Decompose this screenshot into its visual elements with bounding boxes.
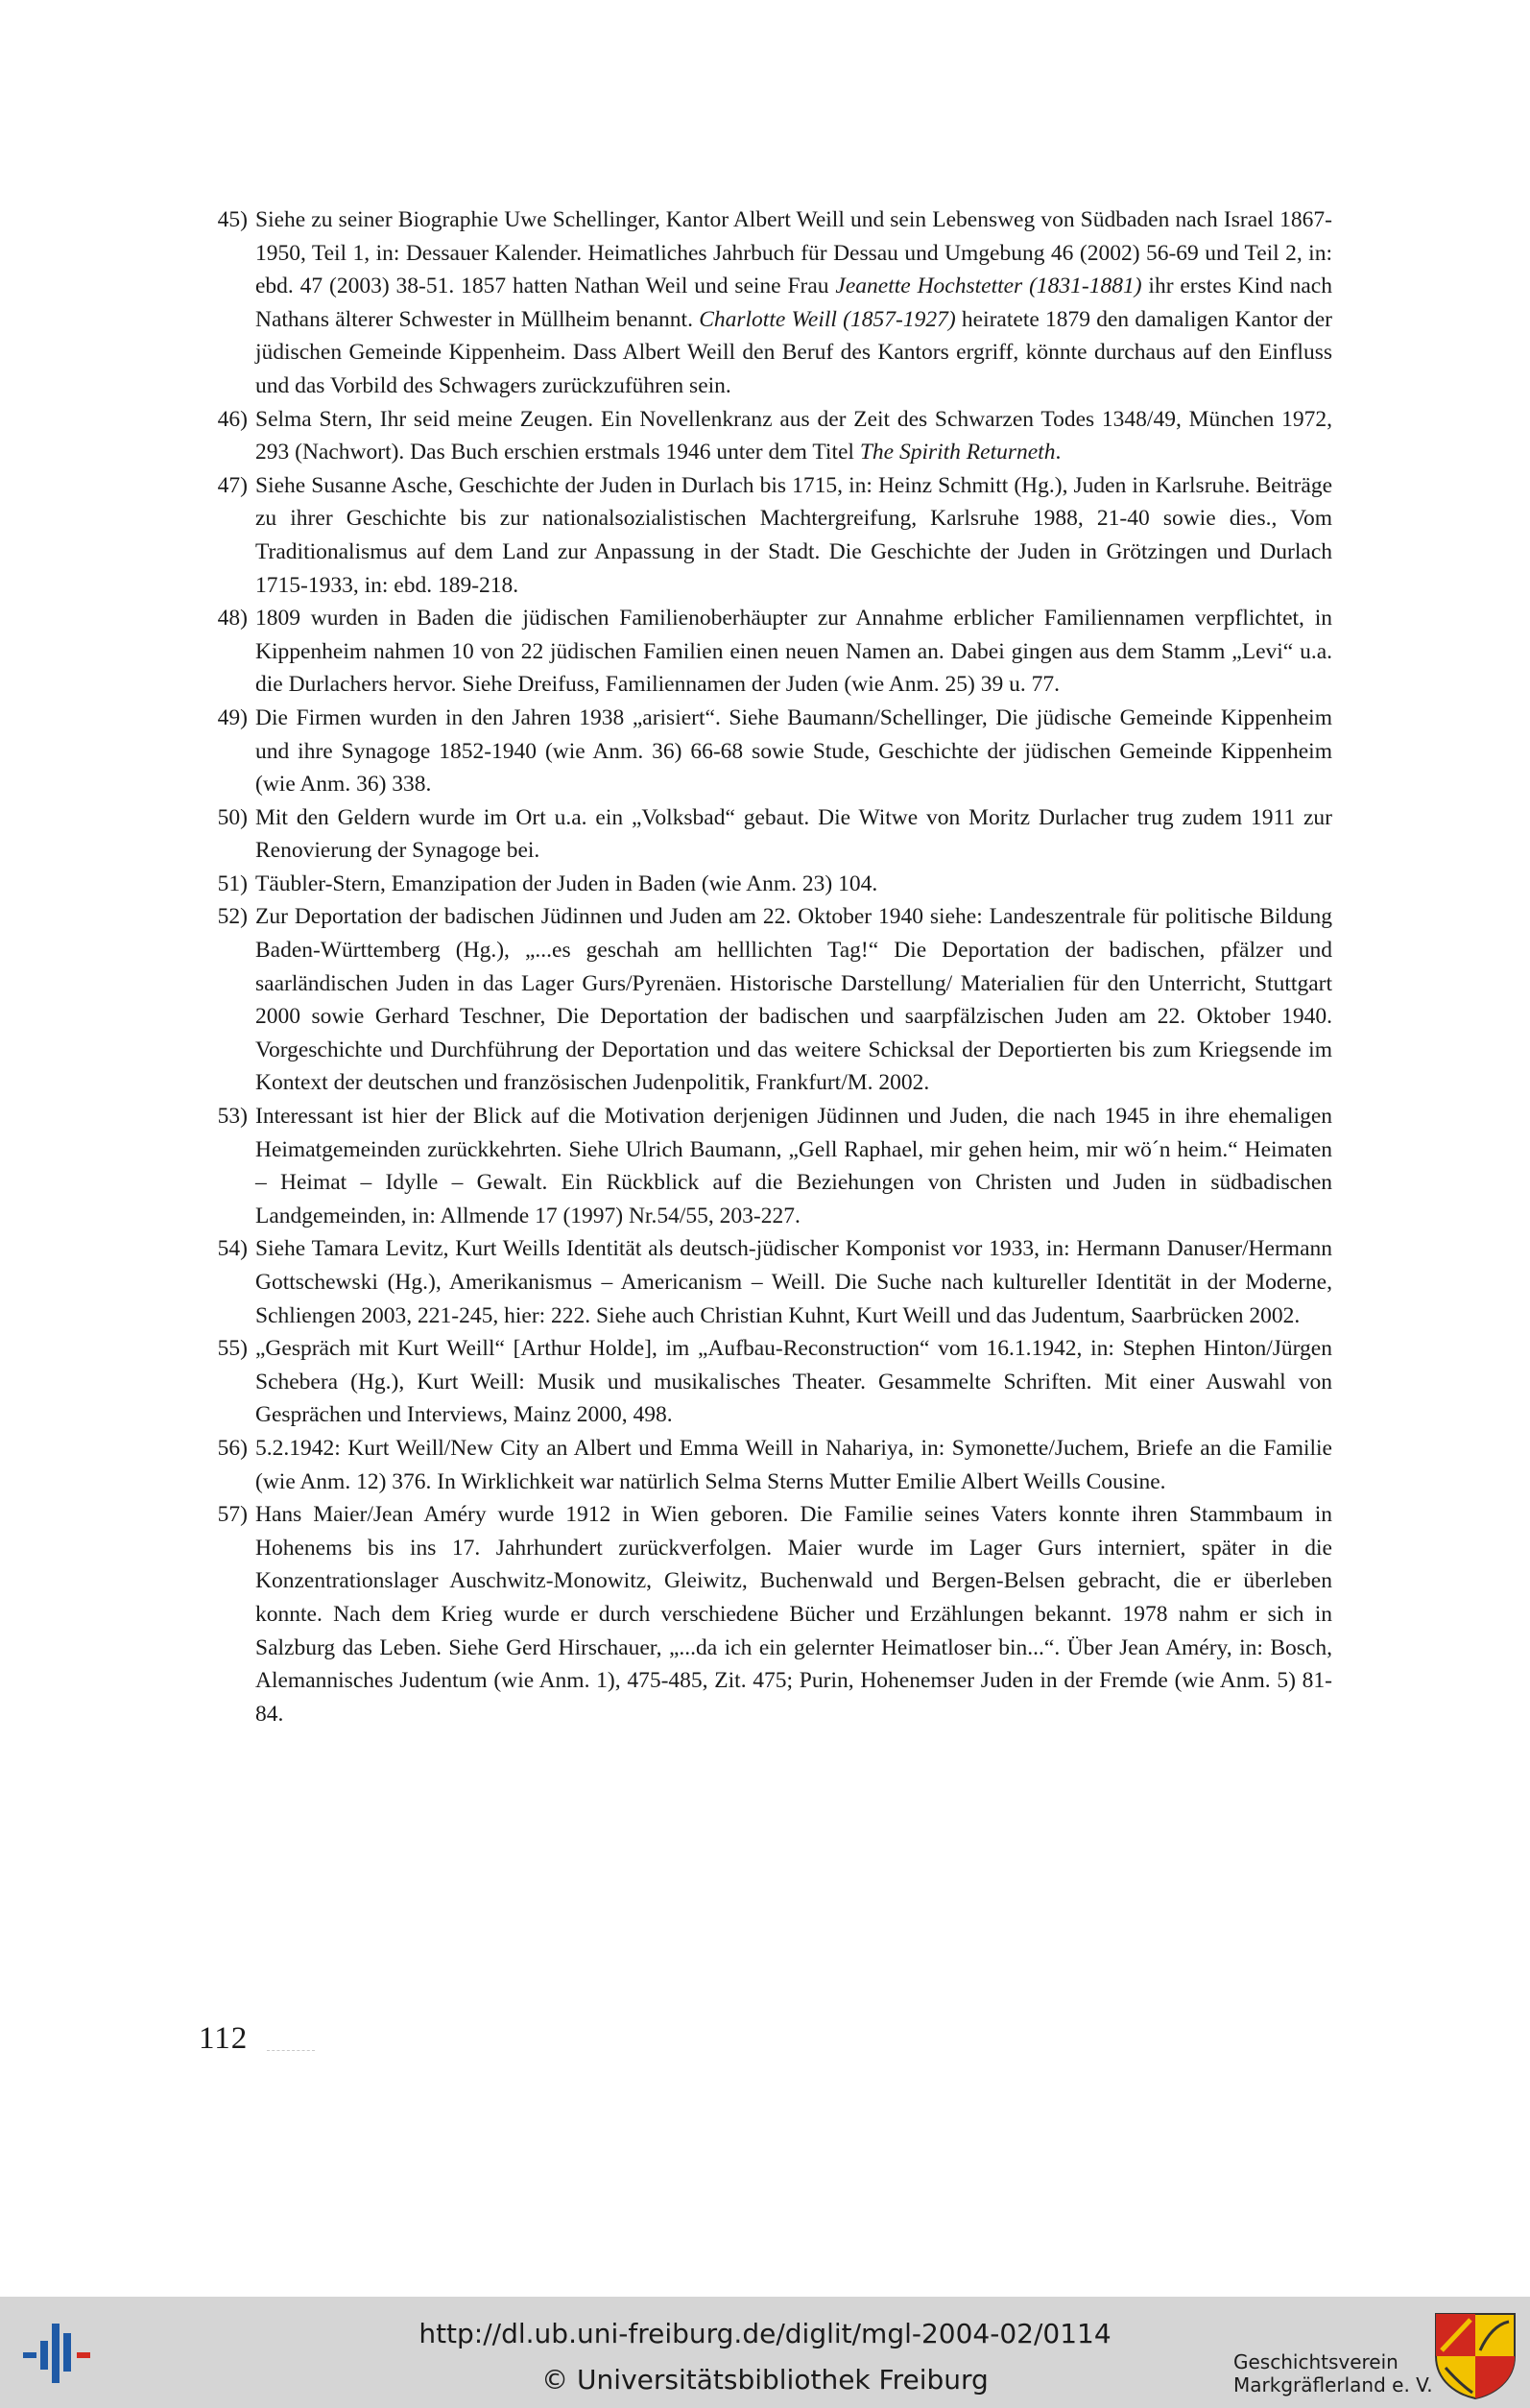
- footnote-text-segment: Selma Stern, Ihr seid meine Zeugen. Ein Novellenkranz aus der Zeit des Schwarzen Todes 1348/49, München 1972, 293 (Nachwort). Das Buch erschien erstmals 1946 unter dem Titel: [255, 406, 1332, 465]
- page-number: 112: [199, 2021, 249, 2056]
- society-name: [1233, 2350, 1433, 2396]
- footnote-text: [255, 868, 1332, 901]
- footnote-text: [255, 1232, 1332, 1332]
- footnote: [190, 403, 1332, 469]
- footnote-text-segment: Täubler-Stern, Emanzipation der Juden in Baden (wie Anm. 23) 104.: [255, 870, 878, 896]
- footnote-text: [255, 801, 1332, 868]
- footnote-number: 56): [217, 1435, 248, 1461]
- document-url-link[interactable]: http://dl.ub.uni-freiburg.de/diglit/mgl-2004-02/0114: [418, 2318, 1112, 2349]
- footnotes-list: [190, 203, 1332, 1730]
- footnote-italic-text: Jeanette Hochstetter (1831-1881): [835, 274, 1142, 299]
- footnote-text-segment: 1809 wurden in Baden die jüdischen Familienoberhäupter zur Annahme erblicher Familiennamen verpflichtet, in Kippenheim nahmen 10 von 22 jüdischen Familien einen neuen Namen an. Dabei gingen aus dem Stamm „Levi“ u.a. die Durlachers hervor. Siehe Dreifuss, Familiennamen der Juden (wie Anm. 25) 39 u. 77.: [255, 606, 1332, 698]
- footnote-text-segment: Zur Deportation der badischen Jüdinnen und Juden am 22. Oktober 1940 siehe: Landeszentrale für politische Bildung Baden-Württemberg (Hg.), „...es geschah am helllichten Tag!“ Die Deportation der badischen, pfälzer und saarländischen Juden in das Lager Gurs/Pyrenäen. Historische Darstellung/ Materialien für den Unterricht, Stuttgart 2000 sowie Gerhard Teschner, Die Deportation der badischen und saarpfälzischen Juden am 22. Oktober 1940. Vorgeschichte und Durchführung der Deportation und das weitere Schicksal der Deportierten bis zum Kriegsende im Kontext der deutschen und französischen Judenpolitik, Frankfurt/M. 2002.: [255, 904, 1332, 1096]
- footnote: [190, 203, 1332, 403]
- footnote-text-segment: „Gespräch mit Kurt Weill“ [Arthur Holde], im „Aufbau-Reconstruction“ vom 16.1.1942, in: Stephen Hinton/Jürgen Schebera (Hg.), Kurt Weill: Musik und musikalisches Theater. Gesammelte Schriften. Mit einer Auswahl von Gesprächen und Interviews, Mainz 2000, 498.: [255, 1336, 1332, 1428]
- coat-of-arms-icon: [1434, 2312, 1517, 2400]
- viewer-footer: [0, 2297, 1530, 2408]
- footnote-text-segment: Siehe Susanne Asche, Geschichte der Juden in Durlach bis 1715, in: Heinz Schmitt (Hg.), Juden in Karlsruhe. Beiträge zu ihrer Geschichte bis zur nationalsozialistischen Machtergreifung, Karlsruhe 1988, 21-40 sowie dies., Vom Traditionalismus auf dem Land zur Anpassung in der Stadt. Die Geschichte der Juden in Grötzingen und Durlach 1715-1933, in: ebd. 189-218.: [255, 472, 1332, 598]
- society-name-line1: Geschichtsverein: [1233, 2350, 1399, 2373]
- footnote-text-segment: Die Firmen wurden in den Jahren 1938 „arisiert“. Siehe Baumann/Schellinger, Die jüdische Gemeinde Kippenheim und ihre Synagoge 1852-1940 (wie Anm. 36) 66-68 sowie Stude, Geschichte der jüdischen Gemeinde Kippenheim (wie Anm. 36) 338.: [255, 704, 1332, 798]
- footnote-italic-text: Charlotte Weill (1857-1927): [699, 306, 956, 332]
- society-name-line2: Markgräflerland e. V.: [1233, 2373, 1433, 2396]
- footnote-number: 54): [217, 1236, 248, 1262]
- footnote-text: [255, 1432, 1332, 1498]
- footnote-text: [255, 203, 1332, 403]
- footnote: [190, 868, 1332, 901]
- footnote-number: 51): [217, 870, 248, 896]
- footnote: [190, 602, 1332, 702]
- footnote-text-segment: heiratete 1879 den damaligen Kantor der jüdischen Gemeinde Kippenheim. Dass Albert Weill den Beruf des Kantors ergriff, könnte durchaus auf den Einfluss und das Vorbild des Schwagers zurückzuführen sein.: [255, 306, 1332, 398]
- copyright-text: © Universitätsbibliothek Freiburg: [541, 2364, 989, 2396]
- footnote-number: 49): [217, 704, 248, 730]
- footnote-number: 50): [217, 804, 248, 830]
- footnote-number: 55): [217, 1336, 248, 1362]
- footnote-text: [255, 469, 1332, 602]
- footnote-text-segment: Interessant ist hier der Blick auf die Motivation derjenigen Jüdinnen und Juden, die nach 1945 in ihre ehemaligen Heimatgemeinden zurückkehrten. Siehe Ulrich Baumann, „Gell Raphael, mir gehen heim, mir wö´n heim.“ Heimaten – Heimat – Idylle – Gewalt. Ein Rückblick auf die Beziehungen von Christen und Juden in südbadischen Landgemeinden, in: Allmende 17 (1997) Nr.54/55, 203-227.: [255, 1104, 1332, 1228]
- footnote: [190, 1100, 1332, 1232]
- footnote-text-segment: .: [1055, 440, 1062, 465]
- footnote-number: 53): [217, 1104, 248, 1130]
- footnote: [190, 1432, 1332, 1498]
- footnote-text: [255, 1100, 1332, 1232]
- footnote-text-segment: Siehe zu seiner Biographie Uwe Schellinger, Kantor Albert Weill und sein Lebensweg von Südbaden nach Israel 1867-1950, Teil 1, in: Dessauer Kalender. Heimatliches Jahrbuch für Dessau und Umgebung 46 (2002) 56-69 und Teil 2, in: ebd. 47 (2003) 38-51. 1857 hatten Nathan Weil und seine Frau: [255, 207, 1332, 299]
- footnote-text-segment: 5.2.1942: Kurt Weill/New City an Albert und Emma Weill in Nahariya, in: Symonette/Juchem, Briefe an die Familie (wie Anm. 12) 376. In Wirklichkeit war natürlich Selma Sterns Mutter Emilie Albert Weills Cousine.: [255, 1435, 1332, 1494]
- footnote: [190, 1332, 1332, 1432]
- footnote-text: [255, 1332, 1332, 1432]
- footnote-text: [255, 900, 1332, 1100]
- footnote: [190, 702, 1332, 801]
- footnote-number: 52): [217, 904, 248, 930]
- footnote: [190, 1498, 1332, 1730]
- footnote-text: [255, 1498, 1332, 1730]
- footnote-text: [255, 602, 1332, 702]
- footnote-text-segment: Siehe Tamara Levitz, Kurt Weills Identität als deutsch-jüdischer Komponist vor 1933, in: Hermann Danuser/Hermann Gottschewski (Hg.), Amerikanismus – Americanism – Weill. Die Suche nach kultureller Identität in der Moderne, Schliengen 2003, 221-245, hier: 222. Siehe auch Christian Kuhnt, Kurt Weill und das Judentum, Saarbrücken 2002.: [255, 1236, 1332, 1328]
- footnote: [190, 801, 1332, 868]
- footnote-number: 45): [217, 207, 248, 232]
- footnote: [190, 469, 1332, 602]
- footnote-text: [255, 403, 1332, 469]
- footnote-number: 46): [217, 406, 248, 432]
- footnote-number: 48): [217, 606, 248, 632]
- footnote-number: 57): [217, 1502, 248, 1528]
- footnote-text-segment: ihr erstes Kind nach Nathans älterer Schwester in Müllheim benannt.: [255, 274, 1332, 332]
- footnote-number: 47): [217, 472, 248, 498]
- footnote-italic-text: The Spirith Returneth: [859, 440, 1056, 465]
- footnote: [190, 1232, 1332, 1332]
- footnote: [190, 900, 1332, 1100]
- footnote-text-segment: Mit den Geldern wurde im Ort u.a. ein „Volksbad“ gebaut. Die Witwe von Moritz Durlacher trug zudem 1911 zur Renovierung der Synagoge bei.: [255, 804, 1332, 864]
- page-number-rule: [267, 2050, 315, 2051]
- footnote-text: [255, 702, 1332, 801]
- footnote-text-segment: Hans Maier/Jean Améry wurde 1912 in Wien geboren. Die Familie seines Vaters konnte ihren Stammbaum in Hohenems bis ins 17. Jahrhundert zurückverfolgen. Maier wurde im Lager Gurs interniert, später in die Konzentrationslager Auschwitz-Monowitz, Gleiwitz, Buchenwald und Bergen-Belsen gebracht, die er überleben konnte. Nach dem Krieg wurde er durch verschiedene Bücher und Erzählungen bekannt. 1978 nahm er sich in Salzburg das Leben. Siehe Gerd Hirschauer, „...da ich ein gelernter Heimatloser bin...“. Über Jean Améry, in: Bosch, Alemannisches Judentum (wie Anm. 1), 475-485, Zit. 475; Purin, Hohenemser Juden in der Fremde (wie Anm. 5) 81-84.: [255, 1502, 1332, 1727]
